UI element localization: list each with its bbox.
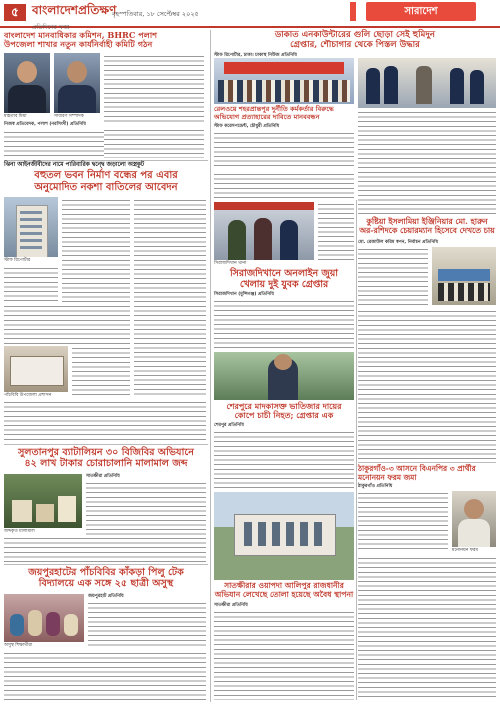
- students-photo-caption: অসুস্থ শিক্ষার্থীরা: [4, 643, 33, 648]
- article-8-headline[interactable]: [214, 402, 354, 420]
- article-2-headline[interactable]: [214, 31, 496, 51]
- article-11-headline[interactable]: ঠাকুরগাঁও-৩ আসনে বিএনপির ৩ প্রার্থীর মনোনয়ন ফরম জমা: [358, 464, 476, 482]
- column-divider: [210, 30, 211, 702]
- article-1-headline-line2: উপজেলা শাখার নতুন কার্যনির্বাহী কমিটি গঠন: [4, 39, 153, 50]
- portrait-caption-left: মাহতাব মিয়া: [4, 114, 27, 119]
- office-photo: [4, 346, 68, 392]
- article-6-byline: মো. রেজাউল করিম স্বপন, নির্বাচন প্রতিনিধি: [358, 240, 438, 245]
- article-5-byline: সিরাজদিখান (মুন্সিগঞ্জ) প্রতিনিধি: [214, 292, 274, 297]
- article-4-headline[interactable]: [4, 170, 208, 193]
- article-9-body-1: [88, 601, 206, 649]
- article-8-byline: শেরপুর প্রতিনিধি: [214, 423, 244, 428]
- article-2-body-1: [358, 110, 496, 216]
- article-6-body-2: [358, 309, 496, 459]
- arrest-photo-caption: সিরাজদিখান থানা: [214, 261, 247, 266]
- bgb-photo: [4, 474, 82, 528]
- article-4-byline: স্টাফ রিপোর্টার: [4, 258, 31, 263]
- article-4-body-5: [72, 346, 130, 398]
- article-4-headline-line2: বহুতল ভবন নির্মাণ বন্ধের পর এবার: [34, 170, 178, 181]
- article-7-byline: সাতক্ষীরা প্রতিনিধি: [86, 474, 120, 479]
- article-4-body-4: [4, 304, 130, 344]
- page-number: ৫: [4, 4, 26, 21]
- article-7-headline-line2: ৪২ লাখ টাকার চোরাচালানি মালামাল জব্দ: [24, 458, 188, 470]
- article-10-headline[interactable]: [214, 582, 354, 599]
- article-1-byline: নিজস্ব প্রতিবেদক, পলাশ (নরসিংদী) প্রতিনিধি: [4, 122, 86, 127]
- article-5-body: [214, 299, 354, 349]
- sherpur-photo: [214, 352, 354, 400]
- article-6-headline[interactable]: [358, 218, 496, 236]
- portrait-photo-left: [4, 53, 50, 113]
- article-1-body-right-2: [104, 128, 204, 158]
- article-3-body: [214, 131, 354, 169]
- bgb-photo-caption: জব্দকৃত মালামাল: [4, 529, 35, 534]
- article-4-headline-line3: অনুমোদিত নকশা বাতিলের আবেদন: [34, 181, 178, 193]
- candidate-photo: [452, 491, 496, 547]
- article-3-headline[interactable]: রেলওয়ে শহরপ্রান্তপুর দুর্নীতি কর্মকর্তার বিরুদ্ধে অভিযোগ প্রত্যাহারের দাবিতে মানববন্ধন: [214, 105, 334, 121]
- page-header: [0, 0, 500, 31]
- meeting-photo: [432, 247, 496, 305]
- article-11-byline: ঠাকুরগাঁও প্রতিনিধি: [358, 484, 393, 489]
- divider: [4, 444, 208, 445]
- portrait-photo-right: [54, 53, 100, 113]
- article-8-headline-line2: কোপে চাচী নিহত; গ্রেপ্তার এক: [234, 410, 334, 421]
- police-photo: [358, 58, 496, 108]
- article-10-body: [214, 610, 354, 700]
- arrest-photo: [214, 202, 314, 260]
- section-accent: [350, 2, 356, 21]
- article-4-body-2: [62, 198, 130, 302]
- article-4-body-7: [4, 400, 206, 442]
- section-label: সারাদেশ: [366, 2, 476, 21]
- article-9-headline-line2: বিদ্যালয়ে এক সঙ্গে ২৫ ছাত্রী অসুস্থ: [38, 578, 174, 590]
- article-1-body-right: [104, 54, 204, 124]
- article-9-body-2: [4, 651, 206, 701]
- article-4-kicker: ঝিনা আইনজীবীদের নামে পারিবারিক দ্বন্দ্বে জড়ালো অস্ত্রকুট: [4, 162, 145, 168]
- article-4-body-6: [134, 304, 206, 398]
- article-8-headline-line1: শেরপুরে মাদকাসক্ত ভাতিজার দায়ের: [226, 401, 342, 411]
- article-5-headline-line1: সিরাজদিখানে অনলাইন জুয়া: [229, 268, 339, 279]
- building-photo: [4, 197, 58, 257]
- divider: [4, 564, 208, 565]
- eviction-photo: [214, 492, 354, 580]
- article-2-byline: স্টাফ রিপোর্টার, ঢাকা। ঢাকাস্থ নিউজ প্রতিনিধি: [214, 53, 297, 58]
- office-photo-caption: পাঁচবিবি উপজেলা প্রশাসন: [4, 393, 52, 398]
- divider: [4, 160, 208, 161]
- article-7-body-2: [4, 536, 206, 562]
- article-11-body-2: [358, 556, 496, 700]
- article-7-headline[interactable]: [4, 447, 208, 469]
- article-10-headline-line1: সাতক্ষীরার ওয়াপদা আলিপুর রাজধানীর: [224, 581, 344, 590]
- article-9-byline: জয়পুরহাট প্রতিনিধি: [88, 594, 124, 599]
- article-9-headline-line1: জয়পুরহাটের পাঁচবিবির কাঁকড়া পিলু টেক: [28, 567, 184, 578]
- portrait-caption-right: সাধারণ সম্পাদক: [54, 114, 84, 119]
- article-3-byline: স্টাফ করেসপন্ডেন্ট, চৌধুরী প্রতিনিধি: [214, 124, 280, 129]
- article-3-body-2: [214, 172, 354, 200]
- article-6-headline-line1: কুষ্টিয়া ইসলামিয়া ইঞ্জিনিয়ার মো. হারুন: [366, 217, 488, 226]
- column-divider: [356, 200, 357, 700]
- issue-date: বৃহস্পতিবার, ১৮ সেপ্টেম্বর ২০২৫: [112, 10, 199, 18]
- article-11-body-1: [358, 491, 448, 553]
- article-5-headline[interactable]: [214, 269, 354, 291]
- article-2-headline-line1: ডাকাত এনকাউন্টারের গুলি ছোড়া সেই হুমিদুন: [274, 30, 436, 40]
- article-1-headline[interactable]: [4, 31, 208, 50]
- divider: [358, 462, 496, 463]
- article-2-headline-line2: গ্রেপ্তার, শৌচাগার থেকে পিস্তল উদ্ধার: [290, 39, 420, 50]
- article-10-byline: সাতক্ষীরা প্রতিনিধি: [214, 603, 248, 608]
- students-photo: [4, 594, 84, 642]
- candidate-photo-caption: মনোনয়ন ফরম: [452, 548, 479, 553]
- article-8-body: [214, 430, 354, 488]
- article-10-headline-line2: অভিযান লেখেছে তোলা হয়েছে অবৈধ স্থাপনা: [214, 589, 354, 599]
- article-4-body-3: [134, 198, 206, 302]
- article-7-headline-line1: সুলতানপুর ব্যাটালিয়ন ৩০ বিজিবির অভিযানে: [18, 447, 194, 458]
- article-1-body-left: [4, 130, 104, 158]
- article-5-body-side: [318, 202, 354, 264]
- article-7-body-1: [86, 481, 206, 537]
- article-6-headline-line2: অর-রশিদকে চেয়ারম্যান হিসেবে দেখতে চায়: [359, 225, 495, 235]
- article-5-headline-line2: খেলায় দুই যুবক গ্রেপ্তার: [239, 278, 329, 290]
- human-chain-photo: [214, 58, 354, 104]
- logo-title: বাংলাদেশপ্রতিক্ষণ: [32, 3, 117, 17]
- article-4-body-1: [4, 266, 58, 302]
- logo-tagline: প্রতিদিনের খবর: [32, 24, 70, 31]
- newspaper-logo[interactable]: [32, 2, 117, 31]
- article-1-headline-line1: বাংলাদেশ মানবাধিকার কমিশন, BHRC পলাশ: [4, 30, 158, 40]
- article-6-body-1: [358, 247, 428, 307]
- article-9-headline[interactable]: [4, 567, 208, 589]
